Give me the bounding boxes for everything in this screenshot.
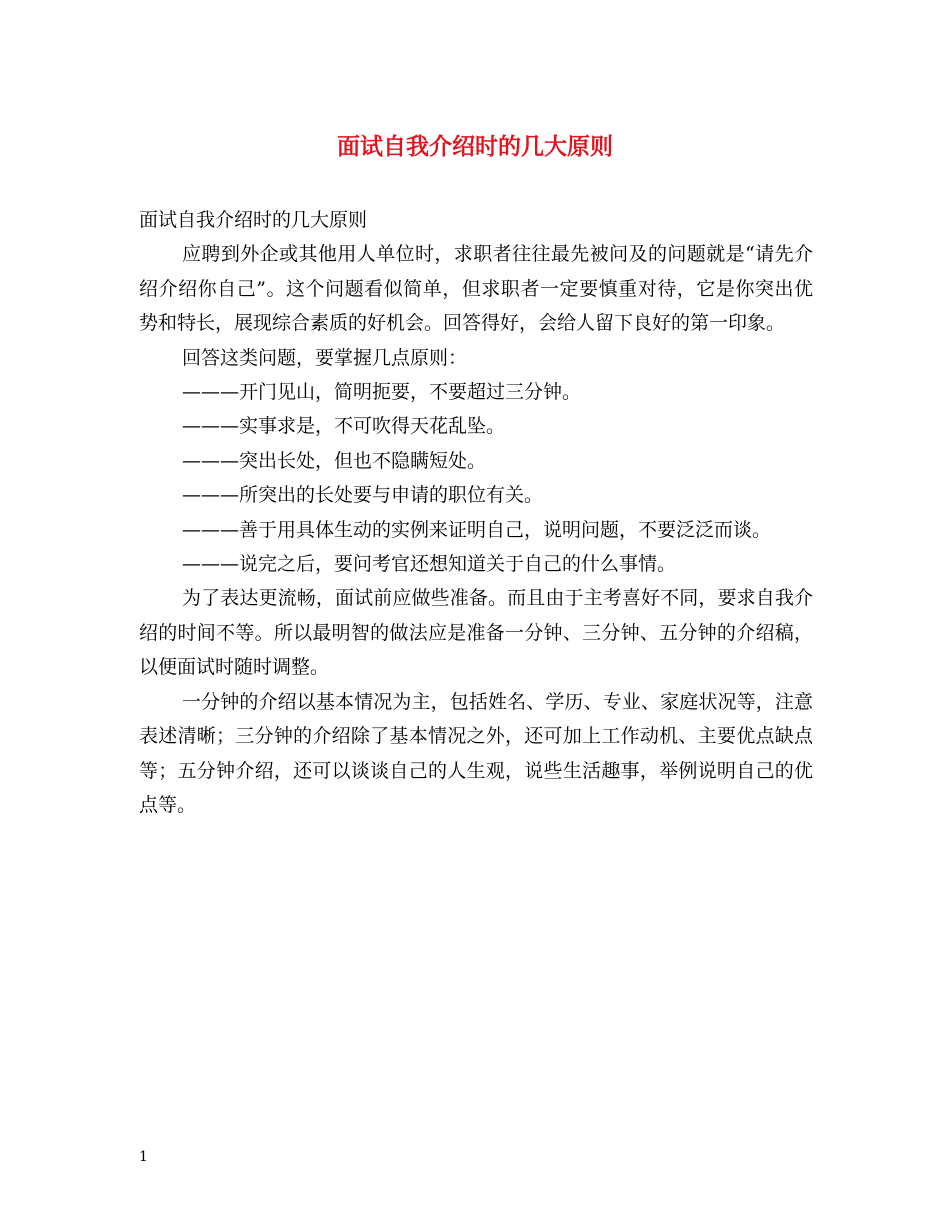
body-heading: 面试自我介绍时的几大原则 [139, 209, 368, 231]
principle-item: ———说完之后，要问考官还想知道关于自己的什么事情。 [182, 553, 677, 576]
document-title: 面试自我介绍时的几大原则 [337, 133, 613, 160]
principle-item: ———实事求是，不可吹得天花乱坠。 [182, 415, 506, 438]
paragraph: 为了表达更流畅，面试前应做些准备。而且由于主考喜好不同，要求自我介绍的时间不等。所以最明智的做法应是准备一分钟、三分钟、五分钟的介绍稿，以便面试时随时调整。 [139, 587, 813, 679]
paragraph: 应聘到外企或其他用人单位时，求职者往往最先被问及的问题就是“请先介绍介绍你自己”。这个问题看似简单，但求职者一定要慎重对待，它是你突出优势和特长，展现综合素质的好机会。回答得好，会给人留下良好的第一印象。 [139, 243, 813, 335]
principle-item: ———突出长处，但也不隐瞒短处。 [182, 449, 487, 472]
document-body [139, 203, 813, 822]
paragraph: 一分钟的介绍以基本情况为主，包括姓名、学历、专业、家庭状况等，注意表述清晰；三分钟的介绍除了基本情况之外，还可加上工作动机、主要优点缺点等；五分钟介绍，还可以谈谈自己的人生观，说些生活趣事，举例说明自己的优点等。 [139, 690, 813, 816]
paragraph: 回答这类问题，要掌握几点原则： [182, 346, 468, 369]
principle-item: ———善于用具体生动的实例来证明自己，说明问题，不要泛泛而谈。 [182, 518, 772, 541]
page-number: 1 [139, 1149, 148, 1165]
principle-item: ———所突出的长处要与申请的职位有关。 [182, 484, 544, 507]
principle-item: ———开门见山，简明扼要，不要超过三分钟。 [182, 381, 582, 404]
